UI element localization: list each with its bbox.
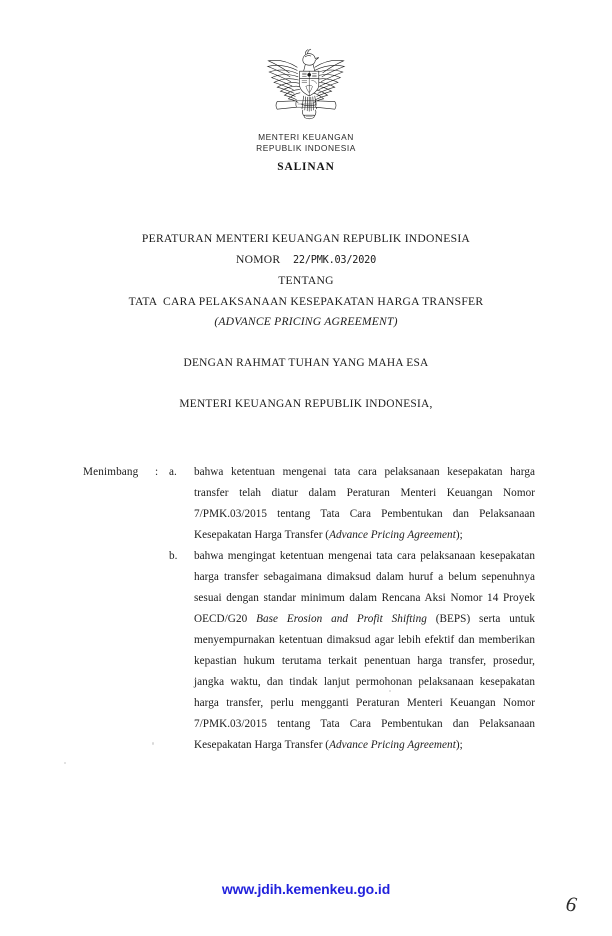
scan-speckle: [152, 742, 154, 745]
handwritten-page-mark: 6: [564, 891, 579, 917]
scan-speckle: [64, 762, 66, 764]
ministry-caption: [0, 132, 612, 153]
blessing-line: DENGAN RAHMAT TUHAN YANG MAHA ESA: [183, 357, 429, 369]
item-b-italic-1: Base Erosion and Profit Shifting: [256, 613, 427, 625]
item-a-italic-1: Advance Pricing Agreement: [329, 529, 456, 541]
scan-speckle: [389, 690, 391, 692]
jdih-url[interactable]: www.jdih.kemenkeu.go.id: [221, 881, 391, 897]
item-a-text-1: bahwa ketentuan mengenai tata cara pelaksanaan kesepakatan harga transfer telah diatur dalam Peraturan Menteri Keuangan Nomor 7/PMK.03/2015 tentang Tata Cara Pembentukan dan Pelaksanaan Kesepakatan Harga Transfer (: [194, 466, 535, 541]
copy-stamp: SALINAN: [277, 161, 335, 173]
considering-item-a: [83, 462, 535, 546]
regulation-subject-english: (ADVANCE PRICING AGREEMENT): [214, 315, 398, 328]
considering-item-b: [83, 546, 535, 756]
ministry-line-2: REPUBLIK INDONESIA: [256, 142, 356, 153]
nomor-value: 22/PMK.03/2020: [292, 254, 377, 266]
nomor-label: NOMOR: [235, 252, 281, 266]
item-b-text-3: );: [455, 739, 463, 751]
item-text-a: [194, 462, 535, 546]
authority-line: MENTERI KEUANGAN REPUBLIK INDONESIA,: [179, 398, 433, 410]
garuda-pancasila-emblem: [258, 48, 354, 128]
item-marker-b: b.: [169, 550, 178, 562]
regulation-title-line: PERATURAN MENTERI KEUANGAN REPUBLIK INDONESIA: [141, 232, 471, 245]
considering-colon: :: [155, 466, 159, 478]
ministry-line-1: MENTERI KEUANGAN: [258, 132, 354, 142]
item-text-b: [194, 546, 535, 756]
item-marker-a: a.: [169, 466, 177, 478]
tentang-label: TENTANG: [278, 274, 334, 287]
item-b-italic-2: Advance Pricing Agreement: [329, 739, 456, 751]
considering-section: [83, 462, 535, 756]
considering-label: Menimbang: [83, 466, 139, 478]
item-b-text-2: (BEPS) serta untuk menyempurnakan ketentuan dimaksud agar lebih efektif dan memberikan kepastian hukum terutama terkait penentuan harga transfer, prosedur, jangka waktu, dan tindak lanjut permohonan pelaksanaan kesepakatan harga transfer, perlu mengganti Peraturan Menteri Keuangan Nomor 7/PMK.03/2015 tentang Tata Cara Pembentukan dan Pelaksanaan Kesepakatan Harga Transfer (: [194, 613, 536, 751]
item-a-text-2: );: [455, 529, 463, 541]
emblem-container: [0, 48, 612, 128]
regulation-subject: TATA CARA PELAKSANAAN KESEPAKATAN HARGA TRANSFER: [128, 294, 484, 308]
item-b-text-1: bahwa mengingat ketentuan mengenai tata cara pelaksanaan kesepakatan harga transfer sebagaimana dimaksud dalam huruf a belum sepenuhnya sesuai dengan standar minimum dalam Rencana Aksi Nomor 14 Proyek OECD/G20: [194, 550, 535, 625]
regulation-number-line: [0, 250, 612, 272]
regulation-title-block: [0, 229, 612, 333]
